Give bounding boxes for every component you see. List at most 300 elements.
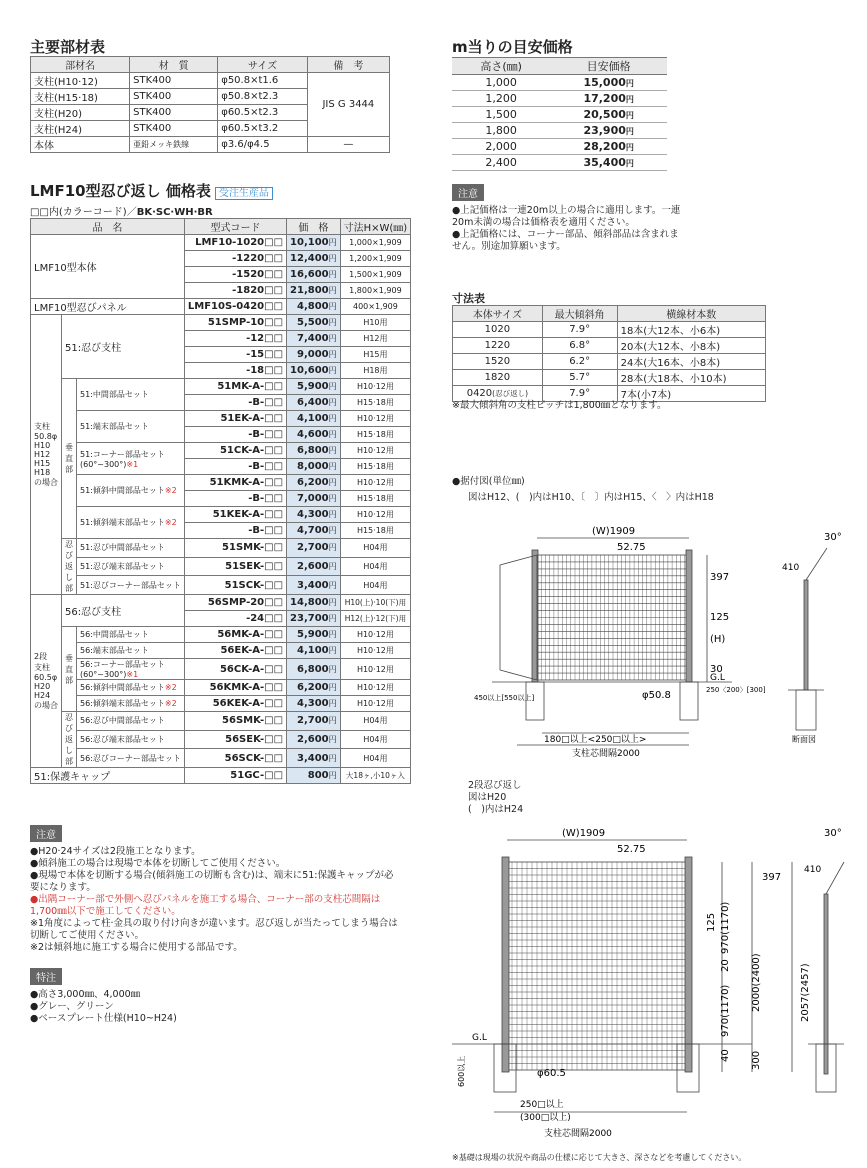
price-value: 28,200 [583, 140, 626, 153]
cell: 51GC-□□ [184, 768, 286, 784]
dim-250: 250□以上 [520, 1100, 564, 1110]
cell: H12(上)·12(下)用 [340, 611, 411, 627]
table-row [452, 91, 667, 107]
price-cell [287, 749, 341, 768]
yen-unit: 円 [625, 111, 634, 120]
cell: H10(上)·10(下)用 [340, 595, 411, 611]
price-cell [550, 123, 667, 139]
cell: H15·18用 [340, 523, 411, 539]
cell: 51SCK-□□ [184, 576, 286, 595]
yen-unit: 円 [625, 159, 634, 168]
cell: 忍び返し部 [62, 712, 77, 768]
yen-unit: 円 [328, 580, 337, 590]
fig2-caption2: ( )内はH24 [468, 804, 524, 815]
price-cell [550, 155, 667, 171]
fence-drawing-1 [452, 520, 852, 775]
cell: 56CK-A-□□ [184, 659, 286, 680]
table-row [31, 696, 411, 712]
table-row [31, 576, 411, 595]
cell: 垂直部 [62, 379, 77, 539]
dim-180: 180□以上<250□以上> [544, 735, 647, 745]
cell [77, 475, 185, 507]
dim-deep: 450以上[550以上] [474, 694, 535, 702]
table-row [453, 338, 766, 354]
cell [453, 322, 543, 338]
gl-label: G.L [472, 1033, 487, 1043]
yen-unit: 円 [625, 127, 634, 136]
price-value: 8,000 [296, 461, 329, 472]
cell: -15□□ [184, 347, 286, 363]
unit-price-title: m当りの目安価格 [452, 38, 573, 56]
price-cell [287, 283, 341, 299]
cell [453, 338, 543, 354]
cell: -24□□ [184, 611, 286, 627]
cell: -1220□□ [184, 251, 286, 267]
unit-price-table [452, 57, 667, 171]
price-cell [287, 539, 341, 558]
yen-unit: 円 [328, 494, 337, 503]
price-cell [287, 643, 341, 659]
price-cell [287, 730, 341, 749]
dim-300: 300 [751, 1050, 762, 1070]
cell: 大18ヶ,小10ヶ入 [340, 768, 411, 784]
price-value: 4,300 [296, 698, 329, 709]
yen-unit: 円 [328, 334, 337, 343]
yen-unit: 円 [328, 382, 337, 391]
price-value: 4,100 [296, 645, 329, 656]
price-value: 4,800 [296, 301, 329, 312]
yen-unit: 円 [328, 478, 337, 487]
dim-30: 30 [710, 664, 723, 675]
cell: 56:忍び支柱 [62, 595, 185, 627]
cell: 56KEK-A-□□ [184, 696, 286, 712]
dim-angle: 30° [824, 532, 842, 543]
yen-unit: 円 [328, 699, 337, 708]
table-row [31, 627, 411, 643]
price-value: 6,800 [296, 663, 329, 675]
col-header: 高さ(㎜) [452, 58, 550, 75]
col-header: 価 格 [287, 219, 341, 235]
item-label: 56:傾斜端末部品セット [80, 699, 165, 708]
dim-20: 20 [720, 959, 731, 972]
size-value: 1820 [484, 372, 511, 383]
yen-unit: 円 [328, 526, 337, 535]
price-value: 3,400 [296, 579, 329, 591]
price-value: 4,300 [296, 509, 329, 520]
price-cell [287, 627, 341, 643]
price-value: 35,400 [583, 156, 626, 169]
table-row [452, 155, 667, 171]
price-cell [287, 267, 341, 283]
cell [453, 354, 543, 370]
notes-bottom [30, 823, 400, 954]
table-row [31, 749, 411, 768]
lmf-title-text: LMF10型忍び返し 価格表 [30, 182, 211, 200]
cell: LMF10-1020□□ [184, 235, 286, 251]
cell: 56SEK-□□ [184, 730, 286, 749]
cell: 1,200 [452, 91, 550, 107]
dim-base: 250〈200〉[300] [706, 686, 766, 694]
table-row [31, 219, 411, 235]
yen-unit: 円 [328, 510, 337, 519]
cell: H15·18用 [340, 427, 411, 443]
cell: 支柱(H15·18) [31, 89, 130, 105]
price-value: 5,900 [296, 629, 329, 640]
table-row [452, 123, 667, 139]
price-cell [287, 379, 341, 395]
col-header: 最大傾斜角 [542, 306, 617, 322]
cell: H10·12用 [340, 643, 411, 659]
lmf-price-table [30, 218, 411, 784]
price-value: 800 [307, 770, 329, 781]
cell: H10·12用 [340, 627, 411, 643]
table-row [31, 299, 411, 315]
item-label: 51:端末部品セット [80, 422, 149, 431]
yen-unit: 円 [328, 664, 337, 674]
cell: 忍び返し部 [62, 539, 77, 595]
cell: H04用 [340, 712, 411, 731]
cell [453, 370, 543, 386]
price-value: 9,000 [296, 349, 329, 360]
cell: 6.8° [542, 338, 617, 354]
dim-410: 410 [804, 865, 822, 875]
cell-jis: JIS G 3444 [307, 73, 389, 137]
note-item: ●現場で本体を切断する場合(傾斜施工の切断も含む)は、端末に51:保護キャップが必要になります。 [30, 870, 394, 893]
table-row [31, 680, 411, 696]
cell [77, 443, 185, 475]
cell: 7本(小7本) [617, 386, 765, 402]
table-row [453, 354, 766, 370]
cell: -1820□□ [184, 283, 286, 299]
price-value: 4,700 [296, 525, 329, 536]
yen-unit: 円 [625, 95, 634, 104]
size-value: 1020 [484, 324, 511, 335]
cell: H10·12用 [340, 411, 411, 427]
col-header: 備 考 [307, 57, 389, 73]
table-row [31, 235, 411, 251]
dim-300b: (300□以上) [520, 1113, 571, 1123]
materials-title: 主要部材表 [30, 38, 106, 56]
note-mark: ※2 [164, 518, 177, 527]
size-sub: (忍び返し) [492, 389, 529, 398]
cell [77, 643, 185, 659]
cell: H10·12用 [340, 379, 411, 395]
price-cell [287, 331, 341, 347]
price-cell [287, 659, 341, 680]
yen-unit: 円 [328, 598, 337, 607]
cell: -B-□□ [184, 491, 286, 507]
dim-40: 40 [720, 1049, 731, 1062]
price-value: 2,600 [296, 733, 329, 745]
cell: 24本(大16本、小8本) [617, 354, 765, 370]
gl-label: G.L [710, 673, 725, 683]
cell [77, 696, 185, 712]
cell [77, 659, 185, 680]
note-mark: ※1 [126, 670, 139, 679]
cell: H04用 [340, 730, 411, 749]
table-row [31, 443, 411, 459]
cell: H04用 [340, 749, 411, 768]
price-cell [287, 395, 341, 411]
table-row [31, 539, 411, 558]
cell: H10·12用 [340, 443, 411, 459]
dim-970a: 970(1170) [720, 901, 731, 954]
dim-width: (W)1909 [562, 828, 606, 839]
note-item: ※1角度によって柱·金具の取り付け向きが違います。忍び返しが当たってしまう場合は切断してご使用ください。 [30, 918, 398, 941]
price-cell [287, 557, 341, 576]
price-value: 3,400 [296, 752, 329, 764]
dim-970b: 970(1170) [720, 984, 731, 1037]
size-value: 1220 [484, 340, 511, 351]
cell: 56SCK-□□ [184, 749, 286, 768]
cell: 1,500 [452, 107, 550, 123]
col-header: 型式コード [184, 219, 286, 235]
item-label: 51:傾斜中間部品セット [80, 486, 165, 495]
cell: 56EK-A-□□ [184, 643, 286, 659]
cell: 18本(大12本、小6本) [617, 322, 765, 338]
subtitle-pre: □□内(カラーコード)／ [30, 207, 137, 218]
price-value: 2,600 [296, 560, 329, 572]
item-label: 56:コーナー部品セット(60°~300°) [80, 660, 165, 679]
cell: 51MK-A-□□ [184, 379, 286, 395]
cell: 2,000 [452, 139, 550, 155]
price-value: 5,500 [296, 317, 329, 328]
table-row [31, 507, 411, 523]
dim-2000: 2000(2400) [751, 953, 762, 1012]
price-value: 23,900 [583, 124, 626, 137]
dim-span: 支柱芯間隔2000 [544, 1129, 612, 1139]
dims-table [452, 305, 766, 402]
cell: H10用 [340, 315, 411, 331]
yen-unit: 円 [328, 716, 337, 726]
special-section [30, 966, 390, 1025]
fence-drawing-2 [452, 822, 852, 1154]
yen-unit: 円 [328, 430, 337, 439]
table-row [31, 595, 411, 611]
order-badge: 受注生産品 [215, 187, 273, 200]
price-cell [550, 75, 667, 91]
cell: STK400 [130, 89, 218, 105]
dim-pitch: 52.75 [617, 844, 646, 855]
cell: 51:保護キャップ [31, 768, 185, 784]
yen-unit: 円 [328, 350, 337, 359]
yen-unit: 円 [328, 630, 337, 639]
price-cell [287, 595, 341, 611]
cell: H04用 [340, 557, 411, 576]
note-item: ●上記価格には、コーナー部品、傾斜部品は含まれません。別途加算願います。 [452, 229, 679, 252]
price-cell [550, 91, 667, 107]
yen-unit: 円 [328, 270, 337, 279]
yen-unit: 円 [328, 734, 337, 744]
note-item: ※2は傾斜地に施工する場合に使用する部品です。 [30, 942, 243, 953]
yen-unit: 円 [328, 614, 337, 623]
cell: 支柱(H24) [31, 121, 130, 137]
footer-note: ※基礎は現場の状況や商品の仕様に応じて大きさ、深さなどを考慮してください。 [452, 1153, 747, 1162]
cell: 51KEK-A-□□ [184, 507, 286, 523]
col-header: 品 名 [31, 219, 185, 235]
yen-unit: 円 [328, 771, 337, 780]
price-value: 2,700 [296, 715, 329, 727]
cell: 1,200×1,909 [340, 251, 411, 267]
item-label: 56:端末部品セット [80, 646, 149, 655]
cell: 支柱 50.8φ H10 H12 H15 H18 の場合 [31, 315, 62, 595]
col-header: サイズ [218, 57, 308, 73]
price-value: 10,600 [290, 365, 329, 376]
price-cell [550, 139, 667, 155]
yen-unit: 円 [328, 561, 337, 571]
price-cell [287, 251, 341, 267]
price-cell [550, 107, 667, 123]
table-row [452, 139, 667, 155]
item-label: 56:中間部品セット [80, 630, 149, 639]
cell: 400×1,909 [340, 299, 411, 315]
price-cell [287, 299, 341, 315]
note-mark: ※2 [164, 486, 177, 495]
price-value: 10,100 [290, 237, 329, 248]
col-header: 寸法H×W(㎜) [340, 219, 411, 235]
materials-table [30, 56, 390, 153]
dim-span: 支柱芯間隔2000 [572, 749, 640, 759]
table-row [31, 768, 411, 784]
table-row [31, 475, 411, 491]
price-value: 7,000 [296, 493, 329, 504]
cell: 支柱(H10·12) [31, 73, 130, 89]
cell: H10·12用 [340, 680, 411, 696]
cell: 1,800 [452, 123, 550, 139]
size-value: 1520 [484, 356, 511, 367]
cell: 56:忍び端末部品セット [77, 730, 185, 749]
price-cell [287, 712, 341, 731]
subtitle-codes: BK·SC·WH·BR [136, 207, 213, 218]
cell: -12□□ [184, 331, 286, 347]
item-label: 51:コーナー部品セット(60°~300°) [80, 449, 165, 469]
cell: 51:忍びコーナー部品セット [77, 576, 185, 595]
col-header: 本体サイズ [453, 306, 543, 322]
price-cell [287, 768, 341, 784]
cell: H15·18用 [340, 491, 411, 507]
price-value: 6,400 [296, 397, 329, 408]
cell: 2,400 [452, 155, 550, 171]
item-label: 51:中間部品セット [80, 390, 149, 399]
price-cell [287, 235, 341, 251]
cell: φ60.5×t3.2 [218, 121, 308, 137]
special-tag: 特注 [30, 968, 62, 985]
price-value: 5,900 [296, 381, 329, 392]
cell: STK400 [130, 105, 218, 121]
yen-unit: 円 [328, 646, 337, 655]
dim-2057: 2057(2457) [800, 963, 811, 1022]
yen-unit: 円 [328, 462, 337, 471]
cell: 51KMK-A-□□ [184, 475, 286, 491]
cell: 6.2° [542, 354, 617, 370]
cell: φ50.8×t1.6 [218, 73, 308, 89]
cell: STK400 [130, 73, 218, 89]
cell: 亜鉛メッキ鉄線 [130, 137, 218, 153]
price-value: 6,200 [296, 477, 329, 488]
cell: 56KMK-A-□□ [184, 680, 286, 696]
note-mark: ※2 [164, 699, 177, 708]
price-value: 4,100 [296, 413, 329, 424]
price-value: 6,800 [296, 445, 329, 456]
dim-125: 125 [710, 612, 730, 623]
cell: 56SMP-20□□ [184, 595, 286, 611]
note-item: ●傾斜施工の場合は現場で本体を切断してご使用ください。 [30, 858, 286, 869]
cell: 1,800×1,909 [340, 283, 411, 299]
dim-h: (H) [710, 634, 726, 645]
special-item: ●ベースプレート仕様(H10~H24) [30, 1013, 177, 1024]
cell: 1,000 [452, 75, 550, 91]
dims-footnote: ※最大傾斜角の支柱ピッチは1,800㎜となります。 [452, 400, 667, 411]
price-value: 4,600 [296, 429, 329, 440]
price-cell [287, 347, 341, 363]
price-cell [287, 611, 341, 627]
table-row [453, 370, 766, 386]
cell: 20本(大12本、小8本) [617, 338, 765, 354]
cell: H15用 [340, 347, 411, 363]
price-cell [287, 523, 341, 539]
cell: -1520□□ [184, 267, 286, 283]
cell [77, 379, 185, 411]
price-value: 20,500 [583, 108, 626, 121]
notes-top [452, 182, 682, 253]
table-row [452, 75, 667, 91]
fig1-caption: 図はH12、( )内はH10、〔 〕内はH15、〈 〉内はH18 [468, 492, 714, 503]
price-cell [287, 459, 341, 475]
col-header: 目安価格 [550, 58, 667, 75]
dim-width: (W)1909 [592, 526, 636, 537]
cell: H10·12用 [340, 507, 411, 523]
cell: 56MK-A-□□ [184, 627, 286, 643]
yen-unit: 円 [328, 286, 337, 295]
notes-tag: 注意 [452, 184, 484, 201]
price-cell [287, 363, 341, 379]
yen-unit: 円 [625, 143, 634, 152]
cell: -18□□ [184, 363, 286, 379]
special-item: ●高さ3,000㎜、4,000㎜ [30, 989, 141, 1000]
post-dia: φ50.8 [642, 690, 671, 701]
cell: H15·18用 [340, 395, 411, 411]
cell: 1,000×1,909 [340, 235, 411, 251]
yen-unit: 円 [328, 683, 337, 692]
yen-unit: 円 [328, 318, 337, 327]
notes-list [30, 846, 400, 954]
note-item: ●上記価格は一連20m以上の場合に適用します。一連20m未満の場合は価格表を適用ください。 [452, 205, 681, 228]
yen-unit: 円 [328, 398, 337, 407]
col-header: 横線材本数 [617, 306, 765, 322]
cell: H10·12用 [340, 696, 411, 712]
yen-unit: 円 [328, 543, 337, 553]
cell: 7.9° [542, 322, 617, 338]
dim-125: 125 [706, 912, 717, 932]
cell: 51:忍び端末部品セット [77, 557, 185, 576]
yen-unit: 円 [328, 302, 337, 311]
cell: STK400 [130, 121, 218, 137]
price-value: 12,400 [290, 253, 329, 264]
price-value: 21,800 [290, 285, 329, 296]
cell: 28本(大18本、小10本) [617, 370, 765, 386]
cell: 支柱(H20) [31, 105, 130, 121]
table-row [31, 315, 411, 331]
yen-unit: 円 [328, 366, 337, 375]
cell: 56:忍び中間部品セット [77, 712, 185, 731]
cell [77, 680, 185, 696]
cell: 51:忍び支柱 [62, 315, 185, 379]
special-item: ●グレー、グリーン [30, 1001, 114, 1012]
cell: 垂直部 [62, 627, 77, 712]
cell: 51CK-A-□□ [184, 443, 286, 459]
cell: LMF10型忍びパネル [31, 299, 185, 315]
price-cell [287, 443, 341, 459]
